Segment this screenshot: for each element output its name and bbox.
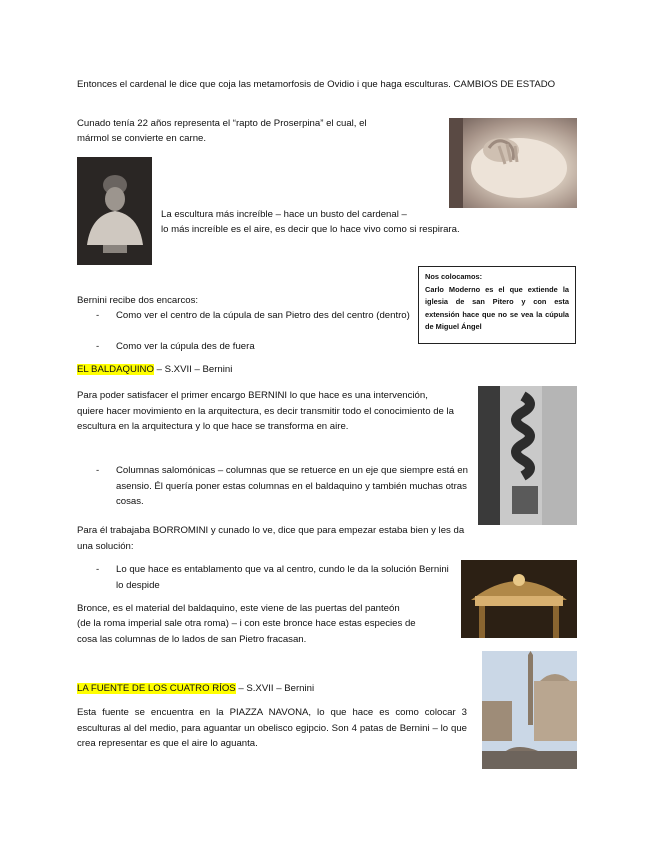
borromini-paragraph: Para él trabajaba BORROMINI y cunado lo ve, dice que para empezar estaba bien y les da una solución: bbox=[77, 525, 465, 552]
baldaquino-subtitle: – S.XVII – Bernini bbox=[153, 364, 233, 375]
fountain-drawing bbox=[482, 651, 577, 769]
fuente-subtitle: – S.XVII – Bernini bbox=[235, 683, 315, 694]
cardinal-bust-image bbox=[77, 157, 152, 265]
proserpina-line-1: Cunado tenía 22 años representa el “rapto de Proserpina” el cual, el bbox=[77, 118, 367, 129]
bronze-line-3: cosa las columnas de lo lados de san Pietro fracasan. bbox=[77, 634, 307, 645]
intro-paragraph: Entonces el cardenal le dice que coja las metamorfosis de Ovidio i que haga esculturas. CAMBIOS DE ESTADO bbox=[77, 79, 556, 90]
note-title: Nos colocamos: bbox=[425, 272, 483, 281]
fuente-title: LA FUENTE DE LOS CUATRO RÍOS bbox=[77, 683, 236, 694]
baldaquino-image bbox=[461, 560, 577, 638]
list-dash: - bbox=[96, 310, 100, 321]
baldaquino-heading bbox=[77, 362, 377, 378]
list-item: Columnas salomónicas – columnas que se retuerce en un eje que siempre está en asensio. Él quería poner estas columnas en el baldaquino y también muchas otras cosas. bbox=[116, 465, 468, 507]
baldaquino-paragraph: Para poder satisfacer el primer encargo BERNINI lo que hace es una intervención, quiere hacer movimiento en la arquitectura, es decir transmitir todo el conocimiento de la escultura en la arquitectura y lo que hace se transforma en aire. bbox=[77, 390, 455, 432]
cardinal-bust-drawing bbox=[77, 157, 152, 265]
proserpina-line-2: mármol se convierte en carne. bbox=[77, 133, 207, 144]
list-dash: - bbox=[96, 465, 100, 476]
fuente-heading bbox=[77, 681, 437, 697]
fuente-paragraph: Esta fuente se encuentra en la PIAZZA NAVONA, lo que hace es como colocar 3 esculturas al del medio, para aguantar un obelisco egipcio. Son 4 patas de Bernini – lo que crea representar es que el aire lo aguanta. bbox=[77, 707, 467, 749]
baldaquino-drawing bbox=[461, 560, 577, 638]
bust-line-2: lo más increíble es el aire, es decir que lo hace vivo como si respirara. bbox=[161, 224, 460, 235]
note-body: Carlo Moderno es el que extiende la iglesia de san Pitero y con esta extensión hace que no se vea la cúpula de Miguel Ángel bbox=[425, 284, 569, 331]
bronze-line-1: Bronce, es el material del baldaquino, este viene de las puertas del panteón bbox=[77, 603, 400, 614]
proserpina-sculpture-image bbox=[449, 118, 577, 208]
list-dash: - bbox=[96, 564, 100, 575]
note-box bbox=[418, 266, 576, 344]
fountain-image bbox=[482, 651, 577, 769]
salomonic-column-image bbox=[478, 386, 577, 525]
encargos-paragraph: Bernini recibe dos encarcos: bbox=[77, 295, 199, 306]
list-item: Como ver la cúpula des de fuera bbox=[116, 341, 255, 352]
bust-line-1: La escultura más increíble – hace un busto del cardenal – bbox=[161, 209, 407, 220]
list-item: Como ver el centro de la cúpula de san Pietro des del centro (dentro) bbox=[116, 310, 410, 321]
list-dash: - bbox=[96, 341, 100, 352]
salomonic-column-drawing bbox=[478, 386, 577, 525]
list-item: Lo que hace es entablamento que va al centro, cundo le da la solución Bernini lo despide bbox=[116, 564, 449, 591]
bronze-line-2: (de la roma imperial sale otra roma) – i con este bronce hace estas especies de bbox=[77, 618, 416, 629]
baldaquino-title: EL BALDAQUINO bbox=[77, 364, 154, 375]
proserpina-sculpture-drawing bbox=[449, 118, 577, 208]
